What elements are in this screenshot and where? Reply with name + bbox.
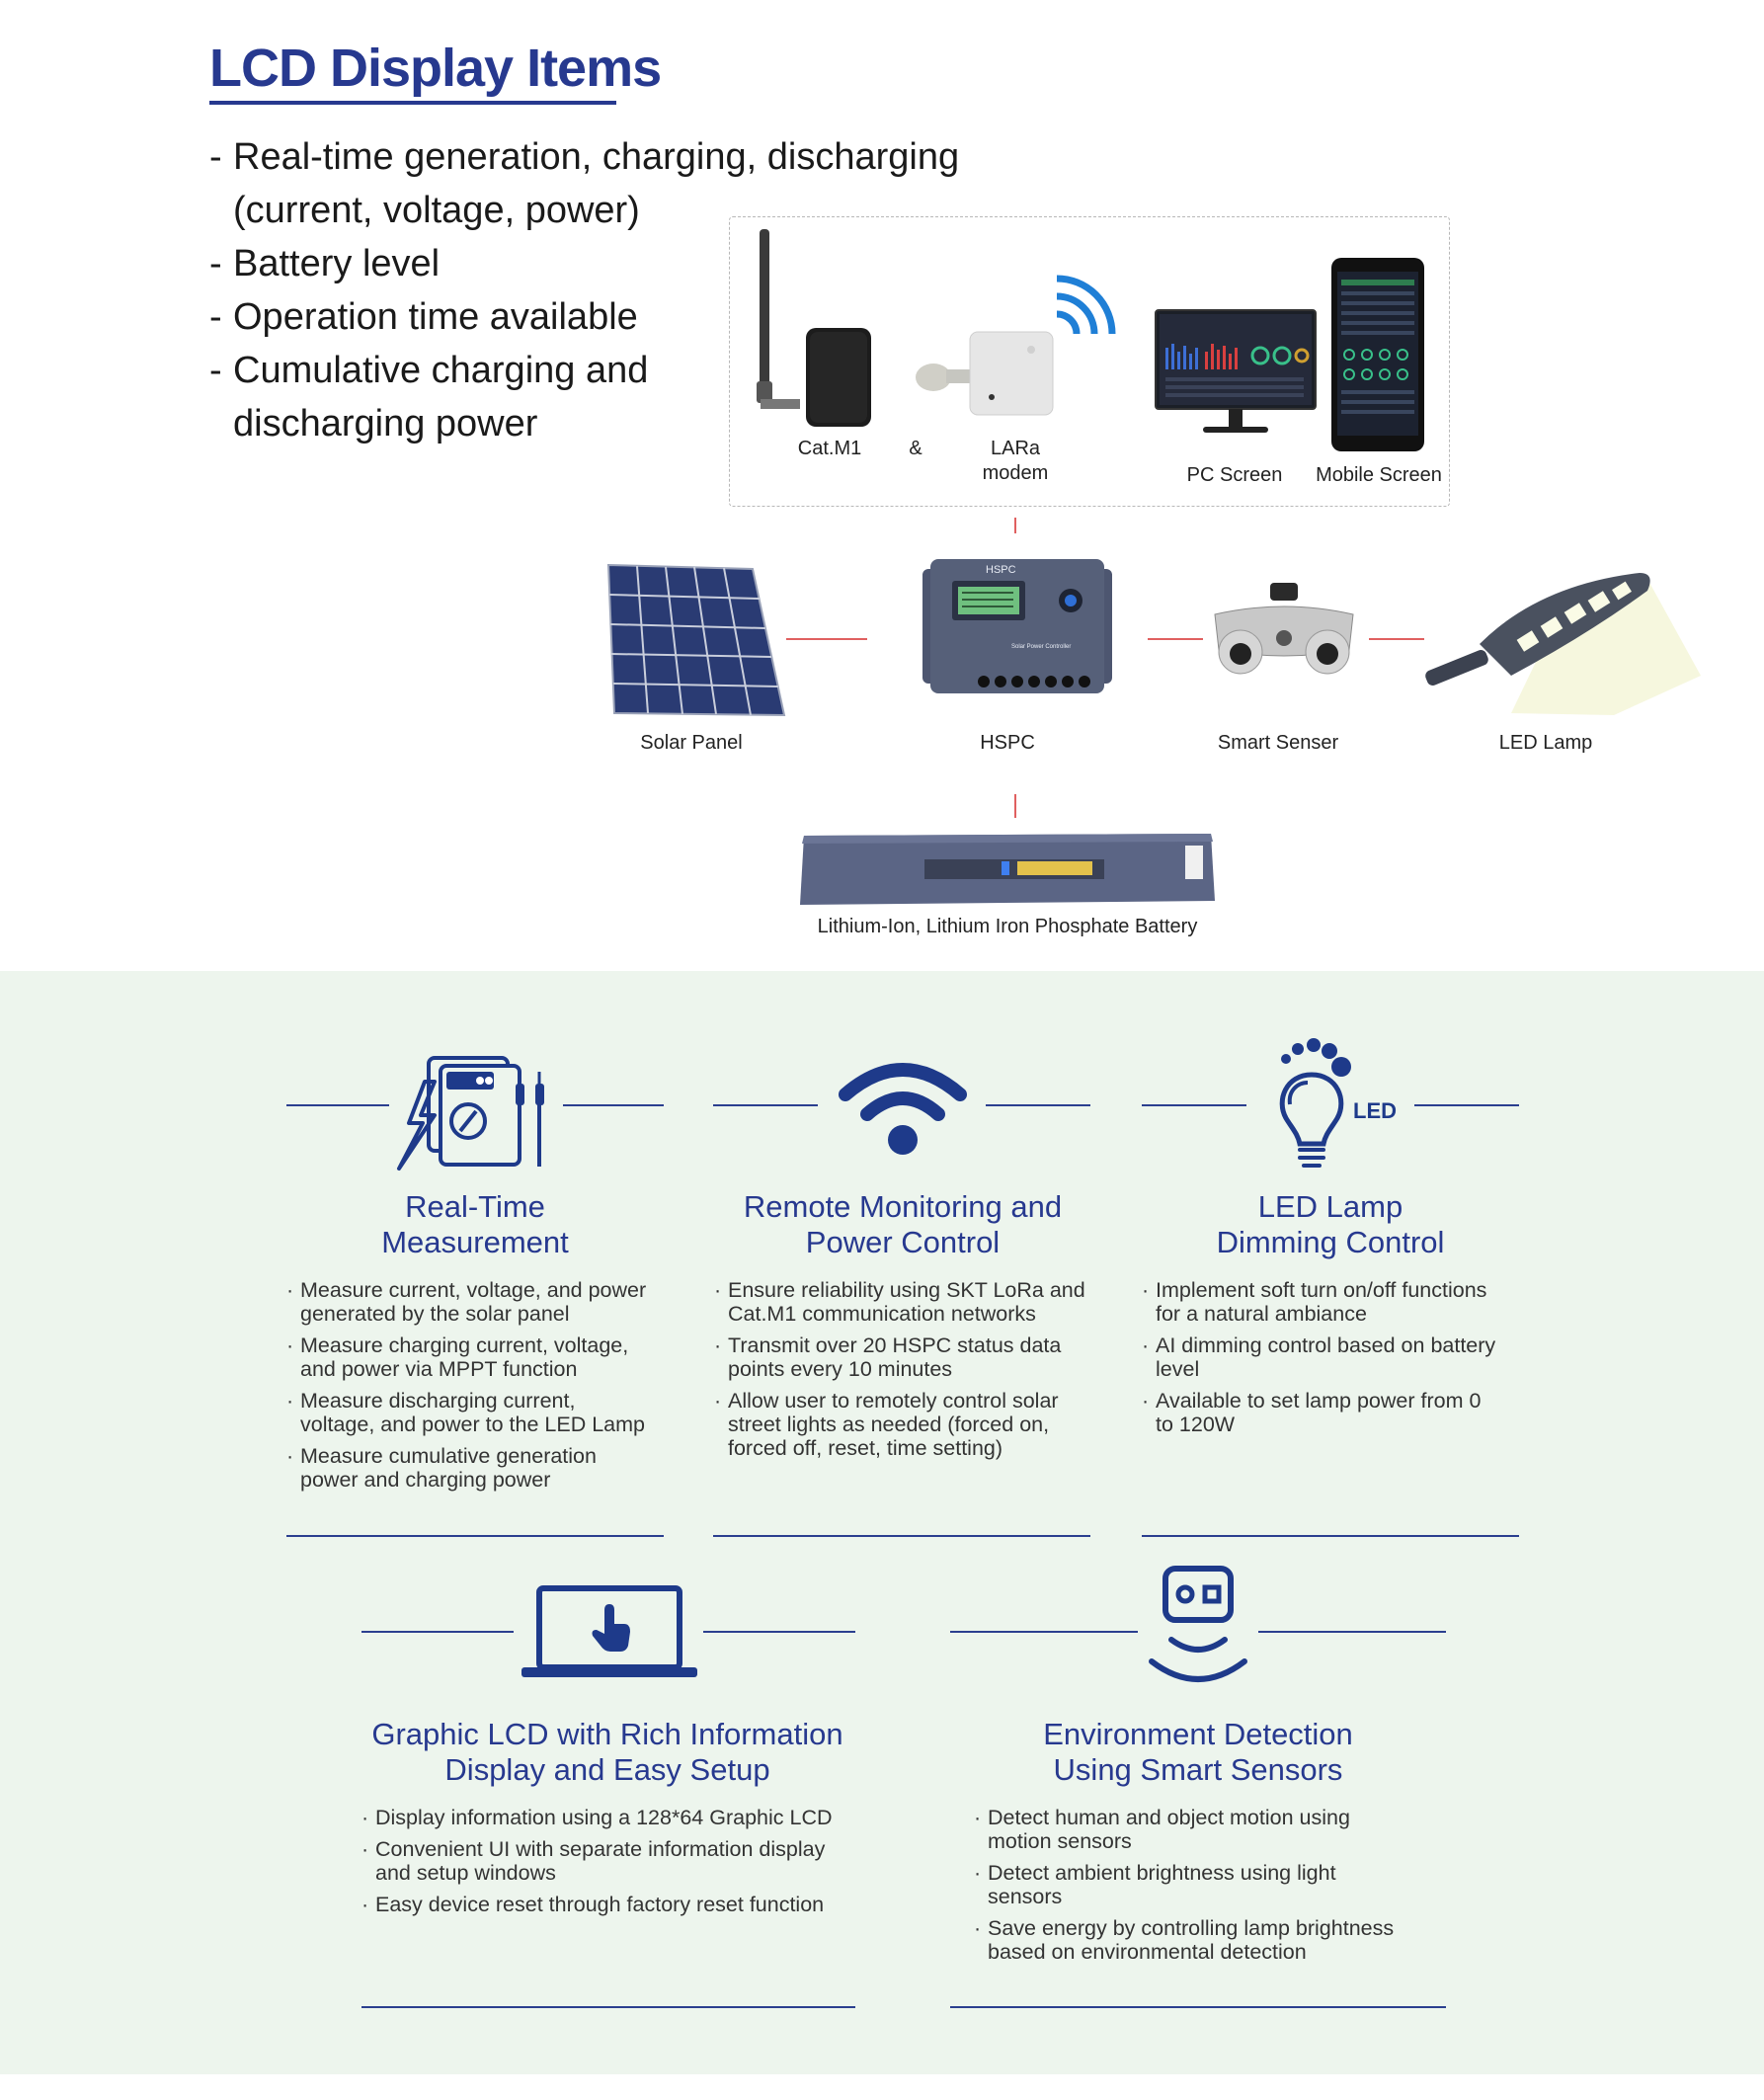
divider-line bbox=[563, 1104, 664, 1106]
feature-list-led-dimming bbox=[1142, 1278, 1537, 1444]
hspc-controller-icon bbox=[921, 555, 1114, 703]
connector-hspc-sensor bbox=[1148, 638, 1203, 640]
feature-list-remote-monitoring bbox=[714, 1278, 1109, 1468]
divider-line bbox=[361, 2006, 855, 2008]
hspc-device-label: HSPC bbox=[986, 564, 1016, 576]
lcd-item: - Real-time generation, charging, discharging (current, voltage, power) bbox=[209, 136, 960, 231]
motion-sensor-icon bbox=[1146, 1565, 1250, 1699]
divider-line bbox=[950, 2006, 1446, 2008]
smart-sensor-label: Smart Senser bbox=[1217, 732, 1339, 754]
list-item: · Measure discharging current, voltage, and power to the LED Lamp bbox=[286, 1389, 672, 1436]
list-item: · Display information using a 128*64 Graphic LCD bbox=[361, 1806, 875, 1829]
list-item: · Transmit over 20 HSPC status data points every 10 minutes bbox=[714, 1333, 1109, 1381]
ampersand-label: & bbox=[909, 438, 922, 459]
led-lamp-label: LED Lamp bbox=[1498, 732, 1593, 754]
lara-modem-icon bbox=[909, 267, 1136, 405]
title-underline bbox=[209, 101, 616, 105]
feature-title-graphic-lcd: Graphic LCD with Rich Information Display and Easy Setup bbox=[371, 1717, 843, 1787]
smart-sensor-icon bbox=[1205, 581, 1363, 689]
connector-comm-hspc bbox=[1014, 518, 1016, 533]
feature-title-real-time: Real-Time Measurement bbox=[381, 1189, 569, 1259]
list-item: · Easy device reset through factory reset function bbox=[361, 1893, 875, 1916]
list-item: · Measure cumulative generation power and charging power bbox=[286, 1444, 672, 1492]
mobile-screen-label: Mobile Screen bbox=[1316, 464, 1442, 486]
divider-line bbox=[1142, 1535, 1519, 1537]
divider-line bbox=[1258, 1631, 1446, 1633]
pc-screen-icon bbox=[1154, 308, 1318, 439]
laptop-touch-icon bbox=[520, 1584, 699, 1679]
divider-line bbox=[950, 1631, 1138, 1633]
list-item: · Measure charging current, voltage, and power via MPPT function bbox=[286, 1333, 672, 1381]
solar-panel-label: Solar Panel bbox=[640, 732, 743, 754]
list-item: · Ensure reliability using SKT LoRa and Cat.M1 communication networks bbox=[714, 1278, 1109, 1326]
list-item: · Available to set lamp power from 0 to 120W bbox=[1142, 1389, 1537, 1436]
list-item: · AI dimming control based on battery level bbox=[1142, 1333, 1537, 1381]
list-item: · Implement soft turn on/off functions for a natural ambiance bbox=[1142, 1278, 1537, 1326]
list-item: · Measure current, voltage, and power generated by the solar panel bbox=[286, 1278, 672, 1326]
divider-line bbox=[1142, 1104, 1246, 1106]
mobile-screen-icon bbox=[1329, 256, 1426, 453]
catm1-modem-icon bbox=[751, 225, 879, 433]
pc-screen-label: PC Screen bbox=[1186, 464, 1283, 486]
feature-title-environment-detection: Environment Detection Using Smart Sensors bbox=[1043, 1717, 1353, 1787]
lcd-item: - Operation time available bbox=[209, 296, 638, 338]
led-bulb-icon bbox=[1268, 1039, 1416, 1170]
list-item: · Convenient UI with separate information display and setup windows bbox=[361, 1837, 875, 1885]
wifi-icon bbox=[836, 1055, 970, 1154]
divider-line bbox=[286, 1104, 389, 1106]
catm1-label: Cat.M1 bbox=[797, 438, 862, 459]
list-item: · Save energy by controlling lamp brightness based on environmental detection bbox=[974, 1916, 1438, 1964]
battery-label: Lithium-Ion, Lithium Iron Phosphate Battery bbox=[817, 916, 1198, 937]
feature-list-real-time bbox=[286, 1278, 672, 1499]
divider-line bbox=[713, 1104, 818, 1106]
solar-panel-icon bbox=[604, 563, 792, 721]
connector-sensor-lamp bbox=[1369, 638, 1424, 640]
led-badge-label: LED bbox=[1353, 1098, 1397, 1123]
divider-line bbox=[703, 1631, 855, 1633]
connector-hspc-battery bbox=[1014, 794, 1016, 818]
feature-title-remote-monitoring: Remote Monitoring and Power Control bbox=[743, 1189, 1063, 1259]
lara-modem-label: modem bbox=[982, 462, 1049, 484]
divider-line bbox=[286, 1535, 664, 1537]
list-item: · Detect ambient brightness using light sensors bbox=[974, 1861, 1438, 1908]
multimeter-icon bbox=[395, 1052, 553, 1174]
feature-title-led-dimming: LED Lamp Dimming Control bbox=[1216, 1189, 1445, 1259]
list-item: · Detect human and object motion using motion sensors bbox=[974, 1806, 1438, 1853]
led-lamp-icon bbox=[1420, 565, 1707, 723]
feature-list-environment-detection bbox=[974, 1806, 1438, 1972]
battery-icon bbox=[798, 832, 1217, 907]
feature-list-graphic-lcd bbox=[361, 1806, 875, 1924]
lcd-item: - Cumulative charging and discharging power bbox=[209, 350, 649, 444]
divider-line bbox=[1414, 1104, 1519, 1106]
divider-line bbox=[361, 1631, 514, 1633]
lara-label: LARa bbox=[990, 438, 1041, 459]
lcd-item: - Battery level bbox=[209, 243, 441, 284]
connector-solar-hspc bbox=[786, 638, 867, 640]
hspc-label: HSPC bbox=[980, 732, 1035, 754]
controller-text: Solar Power Controller bbox=[1011, 644, 1072, 650]
divider-line bbox=[713, 1535, 1090, 1537]
list-item: · Allow user to remotely control solar street lights as needed (forced on, forced off, reset, time setting) bbox=[714, 1389, 1109, 1460]
page-title: LCD Display Items bbox=[209, 39, 662, 98]
divider-line bbox=[986, 1104, 1090, 1106]
